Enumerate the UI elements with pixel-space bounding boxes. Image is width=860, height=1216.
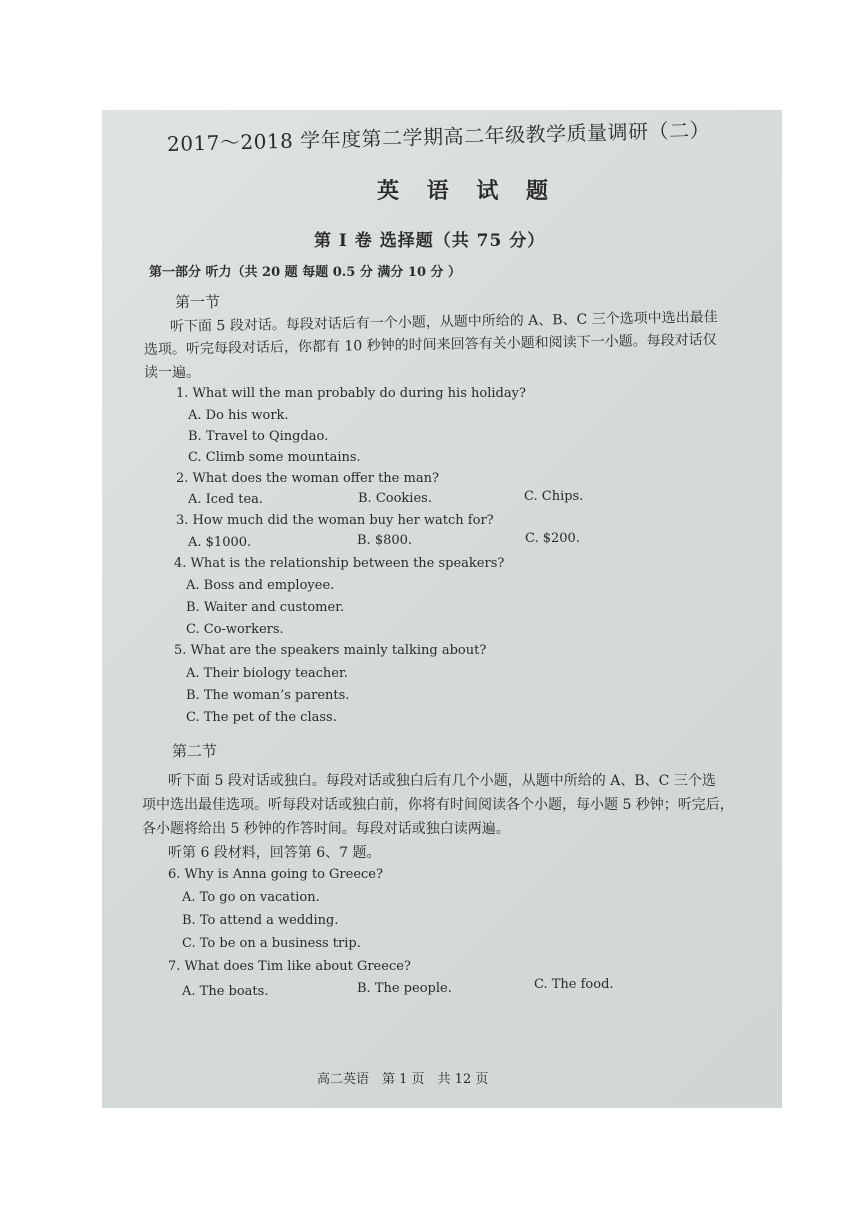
q4-option-c: C. Co-workers. — [186, 622, 284, 637]
section2-instruction-line2: 项中选出最佳选项。听每段对话或独白前，你将有时间阅读各个小题，每小题 5 秒钟；听完后， — [142, 797, 734, 813]
exam-title: 2017～2018 学年度第二学期高二年级教学质量调研（二） — [166, 117, 711, 156]
q4-option-b: B. Waiter and customer. — [186, 600, 345, 615]
question-6: 6. Why is Anna going to Greece? — [168, 867, 383, 882]
section2-heading: 第二节 — [172, 742, 218, 760]
q6-option-a: A. To go on vacation. — [182, 890, 320, 905]
exam-page — [102, 110, 782, 1108]
q3-option-c: C. $200. — [525, 531, 580, 546]
q5-option-a: A. Their biology teacher. — [186, 666, 348, 681]
section2-instruction-line1: 听下面 5 段对话或独白。每段对话或独白后有几个小题，从题中所给的 A、B、C 三个选 — [168, 773, 716, 789]
q3-option-b: B. $800. — [357, 533, 413, 548]
question-7: 7. What does Tim like about Greece? — [168, 959, 411, 974]
q1-option-c: C. Climb some mountains. — [188, 450, 361, 465]
question-1: 1. What will the man probably do during his holiday? — [176, 386, 526, 401]
question-3: 3. How much did the woman buy her watch for? — [176, 513, 494, 528]
question-5: 5. What are the speakers mainly talking about? — [174, 643, 487, 658]
q4-option-a: A. Boss and employee. — [186, 578, 335, 593]
q2-option-b: B. Cookies. — [358, 491, 432, 506]
q5-option-c: C. The pet of the class. — [186, 710, 337, 725]
exam-subtitle: 英 语 试 题 — [377, 178, 558, 204]
section1-heading: 第一节 — [175, 293, 221, 311]
q6-option-b: B. To attend a wedding. — [182, 913, 339, 928]
q7-option-a: A. The boats. — [182, 984, 269, 999]
q5-option-b: B. The woman’s parents. — [186, 688, 350, 703]
q6-option-c: C. To be on a business trip. — [182, 936, 361, 951]
question-4: 4. What is the relationship between the speakers? — [174, 556, 505, 571]
page-footer: 高二英语 第 1 页 共 12 页 — [317, 1072, 489, 1087]
section1-instruction-line1: 听下面 5 段对话。每段对话后有一个小题，从题中所给的 A、B、C 三个选项中选出最佳 — [169, 309, 718, 335]
question-2: 2. What does the woman offer the man? — [176, 471, 439, 486]
material-instruction: 听第 6 段材料，回答第 6、7 题。 — [168, 845, 381, 861]
q2-option-a: A. Iced tea. — [188, 492, 264, 507]
q1-option-a: A. Do his work. — [188, 408, 289, 423]
q1-option-b: B. Travel to Qingdao. — [188, 429, 329, 444]
section1-instruction-line2: 选项。听完每段对话后，你都有 10 秒钟的时间来回答有关小题和阅读下一小题。每段对话仅 — [143, 332, 717, 358]
part-title: 第一部分 听力（共 20 题 每题 0.5 分 满分 10 分 ） — [149, 265, 462, 280]
q7-option-b: B. The people. — [357, 981, 452, 996]
q7-option-c: C. The food. — [534, 977, 614, 992]
section2-instruction-line3: 各小题将给出 5 秒钟的作答时间。每段对话或独白读两遍。 — [142, 821, 510, 837]
section1-instruction-line3: 读一遍。 — [144, 365, 200, 381]
q3-option-a: A. $1000. — [188, 535, 252, 550]
section-title: 第 I 卷 选择题（共 75 分） — [314, 231, 546, 251]
q2-option-c: C. Chips. — [524, 489, 584, 504]
